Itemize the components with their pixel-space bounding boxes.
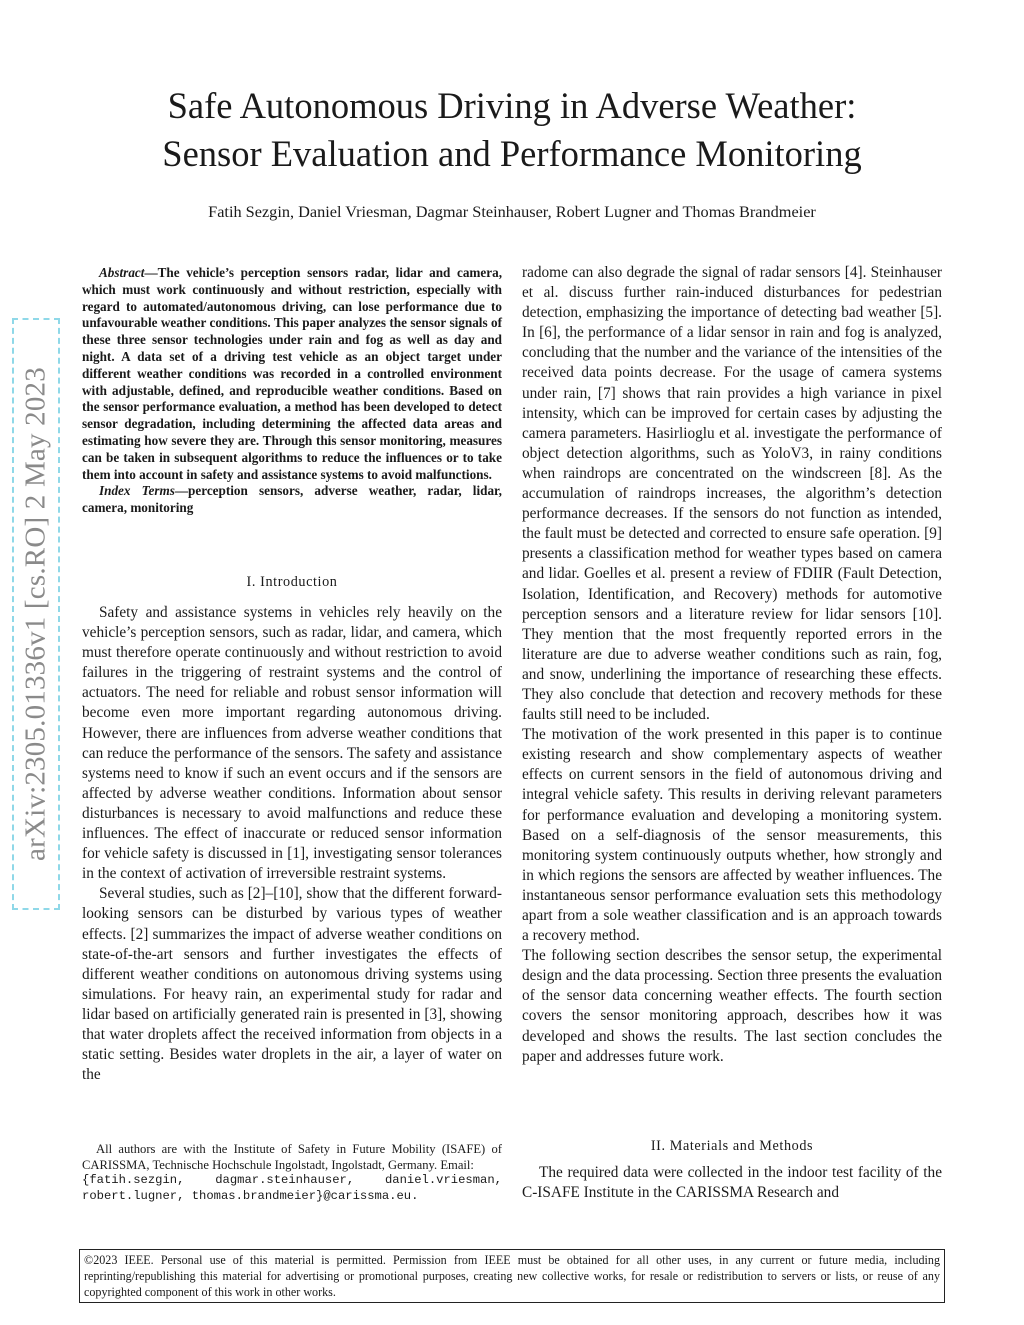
abstract-label: Abstract	[99, 265, 145, 280]
footnote-text: All authors are with the Institute of Safety in Future Mobility (ISAFE) of CARISSMA, Technische Hochschule Ingolstadt, Ingolstadt, Germany. Email:	[82, 1142, 502, 1172]
methods-body	[522, 1163, 942, 1203]
arxiv-id: arXiv:2305.01336v1 [cs.RO] 2 May 2023	[19, 367, 52, 861]
intro-paragraph-4: The following section describes the sensor setup, the experimental design and the data processing. Section three presents the evaluation of the sensor data concerning weather effects. The fourth section covers the sensor monitoring approach, describes how it was developed and shows the results. The last section concludes the paper and addresses future work.	[522, 947, 942, 1065]
title-line-2: Sensor Evaluation and Performance Monitoring	[162, 133, 862, 174]
intro-paragraph-3: The motivation of the work presented in this paper is to continue existing research and show complementary aspects of weather effects on current sensors in the field of autonomous driving and integral vehicle safety. This results in deriving relevant parameters for performance evaluation and developing a monitoring system. Based on a self-diagnosis of the sensor measurements, this monitoring system continuously outputs whether, how strongly and in which regions the sensors are affected by weather influences. The instantaneous sensor performance evaluation sets this methodology apart from a sole weather classification and is an approach towards a recovery method.	[522, 726, 942, 945]
intro-paragraph-2: Several studies, such as [2]–[10], show that the different forward-looking sensors can be disturbed by various types of weather effects. [2] summarizes the impact of adverse weather conditions on state-of-the-art sensors and further investigates the effects of different weather conditions on autonomous driving systems using simulations. For heavy rain, an experimental study for radar and lidar based on artificially generated rain is presented in [3], showing that water droplets affect the received information from objects in a static setting. Besides water droplets in the air, a layer of water on the	[82, 885, 502, 1084]
right-column-body	[522, 263, 942, 1067]
author-list: Fatih Sezgin, Daniel Vriesman, Dagmar Steinhauser, Robert Lugner and Thomas Brandmeier	[208, 202, 816, 221]
index-terms-text: —perception sensors, adverse weather, radar, lidar, camera, monitoring	[82, 483, 502, 516]
author-footnote	[82, 1142, 502, 1204]
left-column-body	[82, 603, 502, 1085]
copyright-notice: ©2023 IEEE. Personal use of this material is permitted. Permission from IEEE must be obtained for all other uses, in any current or future media, including reprinting/republishing this material for advertising or promotional purposes, creating new collective works, for resale or redistribution to servers or lists, or reuse of any copyrighted component of this work in other works.	[79, 1249, 945, 1303]
abstract-text: —The vehicle’s perception sensors radar, lidar and camera, which must work continuously and without restriction, especially with regard to automated/autonomous driving, can lose performance due to unfavourable weather conditions. This paper analyzes the sensor signals of these three sensor technologies under rain and fog as well as day and night. A data set of a driving test vehicle as an object target under different weather conditions was recorded in a controlled environment with adjustable, defined, and reproducible weather conditions. Based on the sensor performance evaluation, a method has been developed to detect sensor degradation, including determining the affected data areas and estimating how severe they are. Through this sensor monitoring, measures can be taken in subsequent algorithms to reduce the influences or to take them into account in safety and assistance systems to avoid malfunctions.	[82, 265, 502, 482]
footnote-emails: {fatih.sezgin, dagmar.steinhauser, daniel.vriesman, robert.lugner, thomas.brandmeier}@carissma.eu.	[82, 1173, 502, 1203]
intro-paragraph-1: Safety and assistance systems in vehicles rely heavily on the vehicle’s perception sensors, such as radar, lidar, and camera, which must therefore operate continuously and without restriction to avoid failures in the triggering of restraint systems and the control of actuators. The need for reliable and robust sensor information will become even more important regarding autonomous driving. However, there are influences from adverse weather conditions that can reduce the performance of the sensors. The safety and assistance systems need to know if such an event occurs and if the sensors are affected by adverse weather conditions. Information about sensor disturbances is necessary to avoid malfunctions and reduce these influences. The effect of inaccurate or reduced sensor information for vehicle safety is discussed in [1], investigating sensor tolerances in the context of activation of irreversible restraint systems.	[82, 604, 502, 883]
arxiv-stamp	[12, 318, 60, 910]
methods-paragraph-1: The required data were collected in the indoor test facility of the C-ISAFE Institute in the CARISSMA Research and	[522, 1164, 942, 1202]
index-terms-label: Index Terms	[99, 483, 175, 499]
section-heading-materials-methods: II. Materials and Methods	[650, 1138, 814, 1154]
paper-title	[0, 82, 1024, 178]
section-heading-introduction: I. Introduction	[246, 574, 338, 590]
intro-paragraph-2-continued: radome can also degrade the signal of radar sensors [4]. Steinhauser et al. discuss further rain-induced disturbances for pedestrian detection, emphasizing the importance of detecting bad weather [5]. In [6], the performance of a lidar sensor in rain and fog is analyzed, concluding that the number and the variance of the intensities of the received data points decrease. For the usage of camera systems under rain, [7] shows that rain provides a high variance in pixel intensity, which can be improved for certain cases by adjusting the camera parameters. Hasirlioglu et al. investigate the performance of object detection algorithms, such as YoloV3, in rainy conditions when raindrops are concentrated on the windscreen [8]. As the accumulation of raindrops increases, the algorithm’s detection performance decreases. If the sensors do not function as intended, the fault must be detected and corrected to ensure safe operation. [9] presents a classification method for weather types based on camera and lidar. Goelles et al. present a review of FDIIR (Fault Detection, Isolation, Identification, and Recovery) methods for automotive perception sensors and a literature review for lidar sensors [10]. They mention that the most frequently reported errors in the literature are due to adverse weather conditions such as rain, fog, and snow, underlining the importance of researching these effects. They also conclude that detection and recovery methods for these faults still need to be included.	[522, 264, 942, 724]
title-line-1: Safe Autonomous Driving in Adverse Weather:	[167, 85, 857, 126]
abstract	[82, 265, 502, 517]
